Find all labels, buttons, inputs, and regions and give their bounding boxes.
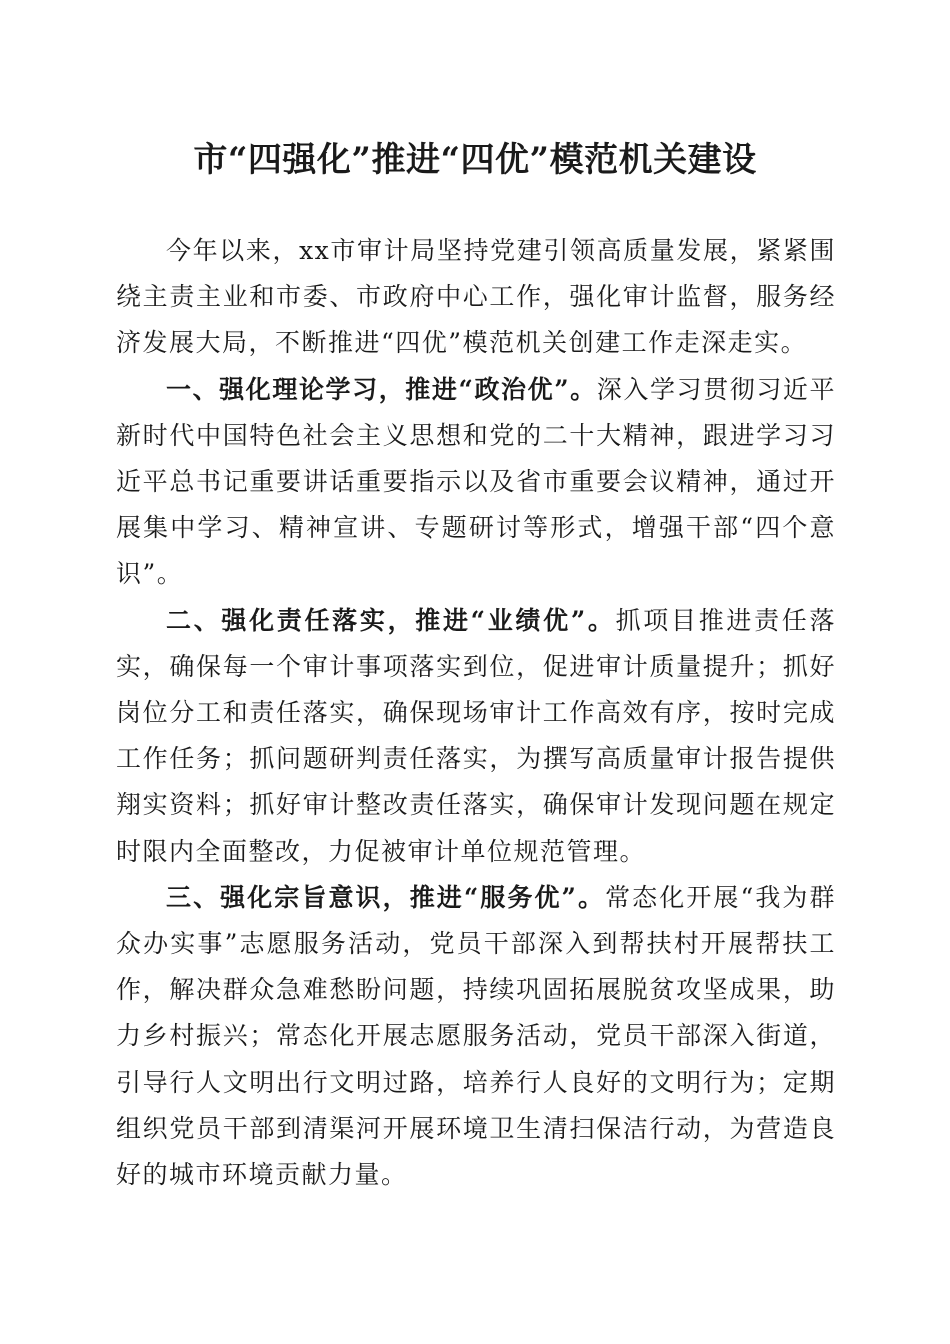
section-body-3: 常态化开展“我为群众办实事”志愿服务活动，党员干部深入到帮扶村开展帮扶工作，解决群众急难愁盼问题，持续巩固拓展脱贫攻坚成果，助力乡村振兴；常态化开展志愿服务活动，党员干部深入街道，引导行人文明出行文明过路，培养行人良好的文明行为；定期组织党员干部到清渠河开展环境卫生清扫保洁行动，为营造良好的城市环境贡献力量。 — [116, 882, 836, 1190]
section-heading-2: 二、强化责任落实，推进“业绩优”。 — [166, 605, 616, 635]
document-body — [116, 228, 836, 1198]
section-body-1: 深入学习贯彻习近平新时代中国特色社会主义思想和党的二十大精神，跟进学习习近平总书记重要讲话重要指示以及省市重要会议精神，通过开展集中学习、精神宣讲、专题研讨等形式，增强干部“四个意识”。 — [116, 374, 836, 589]
document-title: 市“四强化”推进“四优”模范机关建设 — [193, 140, 757, 180]
section-paragraph-2 — [116, 598, 836, 875]
section-paragraph-3 — [116, 875, 836, 1198]
intro-paragraph: 今年以来，xx市审计局坚持党建引领高质量发展，紧紧围绕主责主业和市委、市政府中心工作，强化审计监督，服务经济发展大局，不断推进“四优”模范机关创建工作走深走实。 — [116, 236, 836, 358]
section-heading-3: 三、强化宗旨意识，推进“服务优”。 — [166, 882, 606, 912]
section-body-2: 抓项目推进责任落实，确保每一个审计事项落实到位，促进审计质量提升；抓好岗位分工和责任落实，确保现场审计工作高效有序，按时完成工作任务；抓问题研判责任落实，为撰写高质量审计报告提供翔实资料；抓好审计整改责任落实，确保审计发现问题在规定时限内全面整改，力促被审计单位规范管理。 — [116, 605, 836, 866]
section-paragraph-1 — [116, 367, 836, 598]
section-heading-1: 一、强化理论学习，推进“政治优”。 — [166, 374, 597, 404]
